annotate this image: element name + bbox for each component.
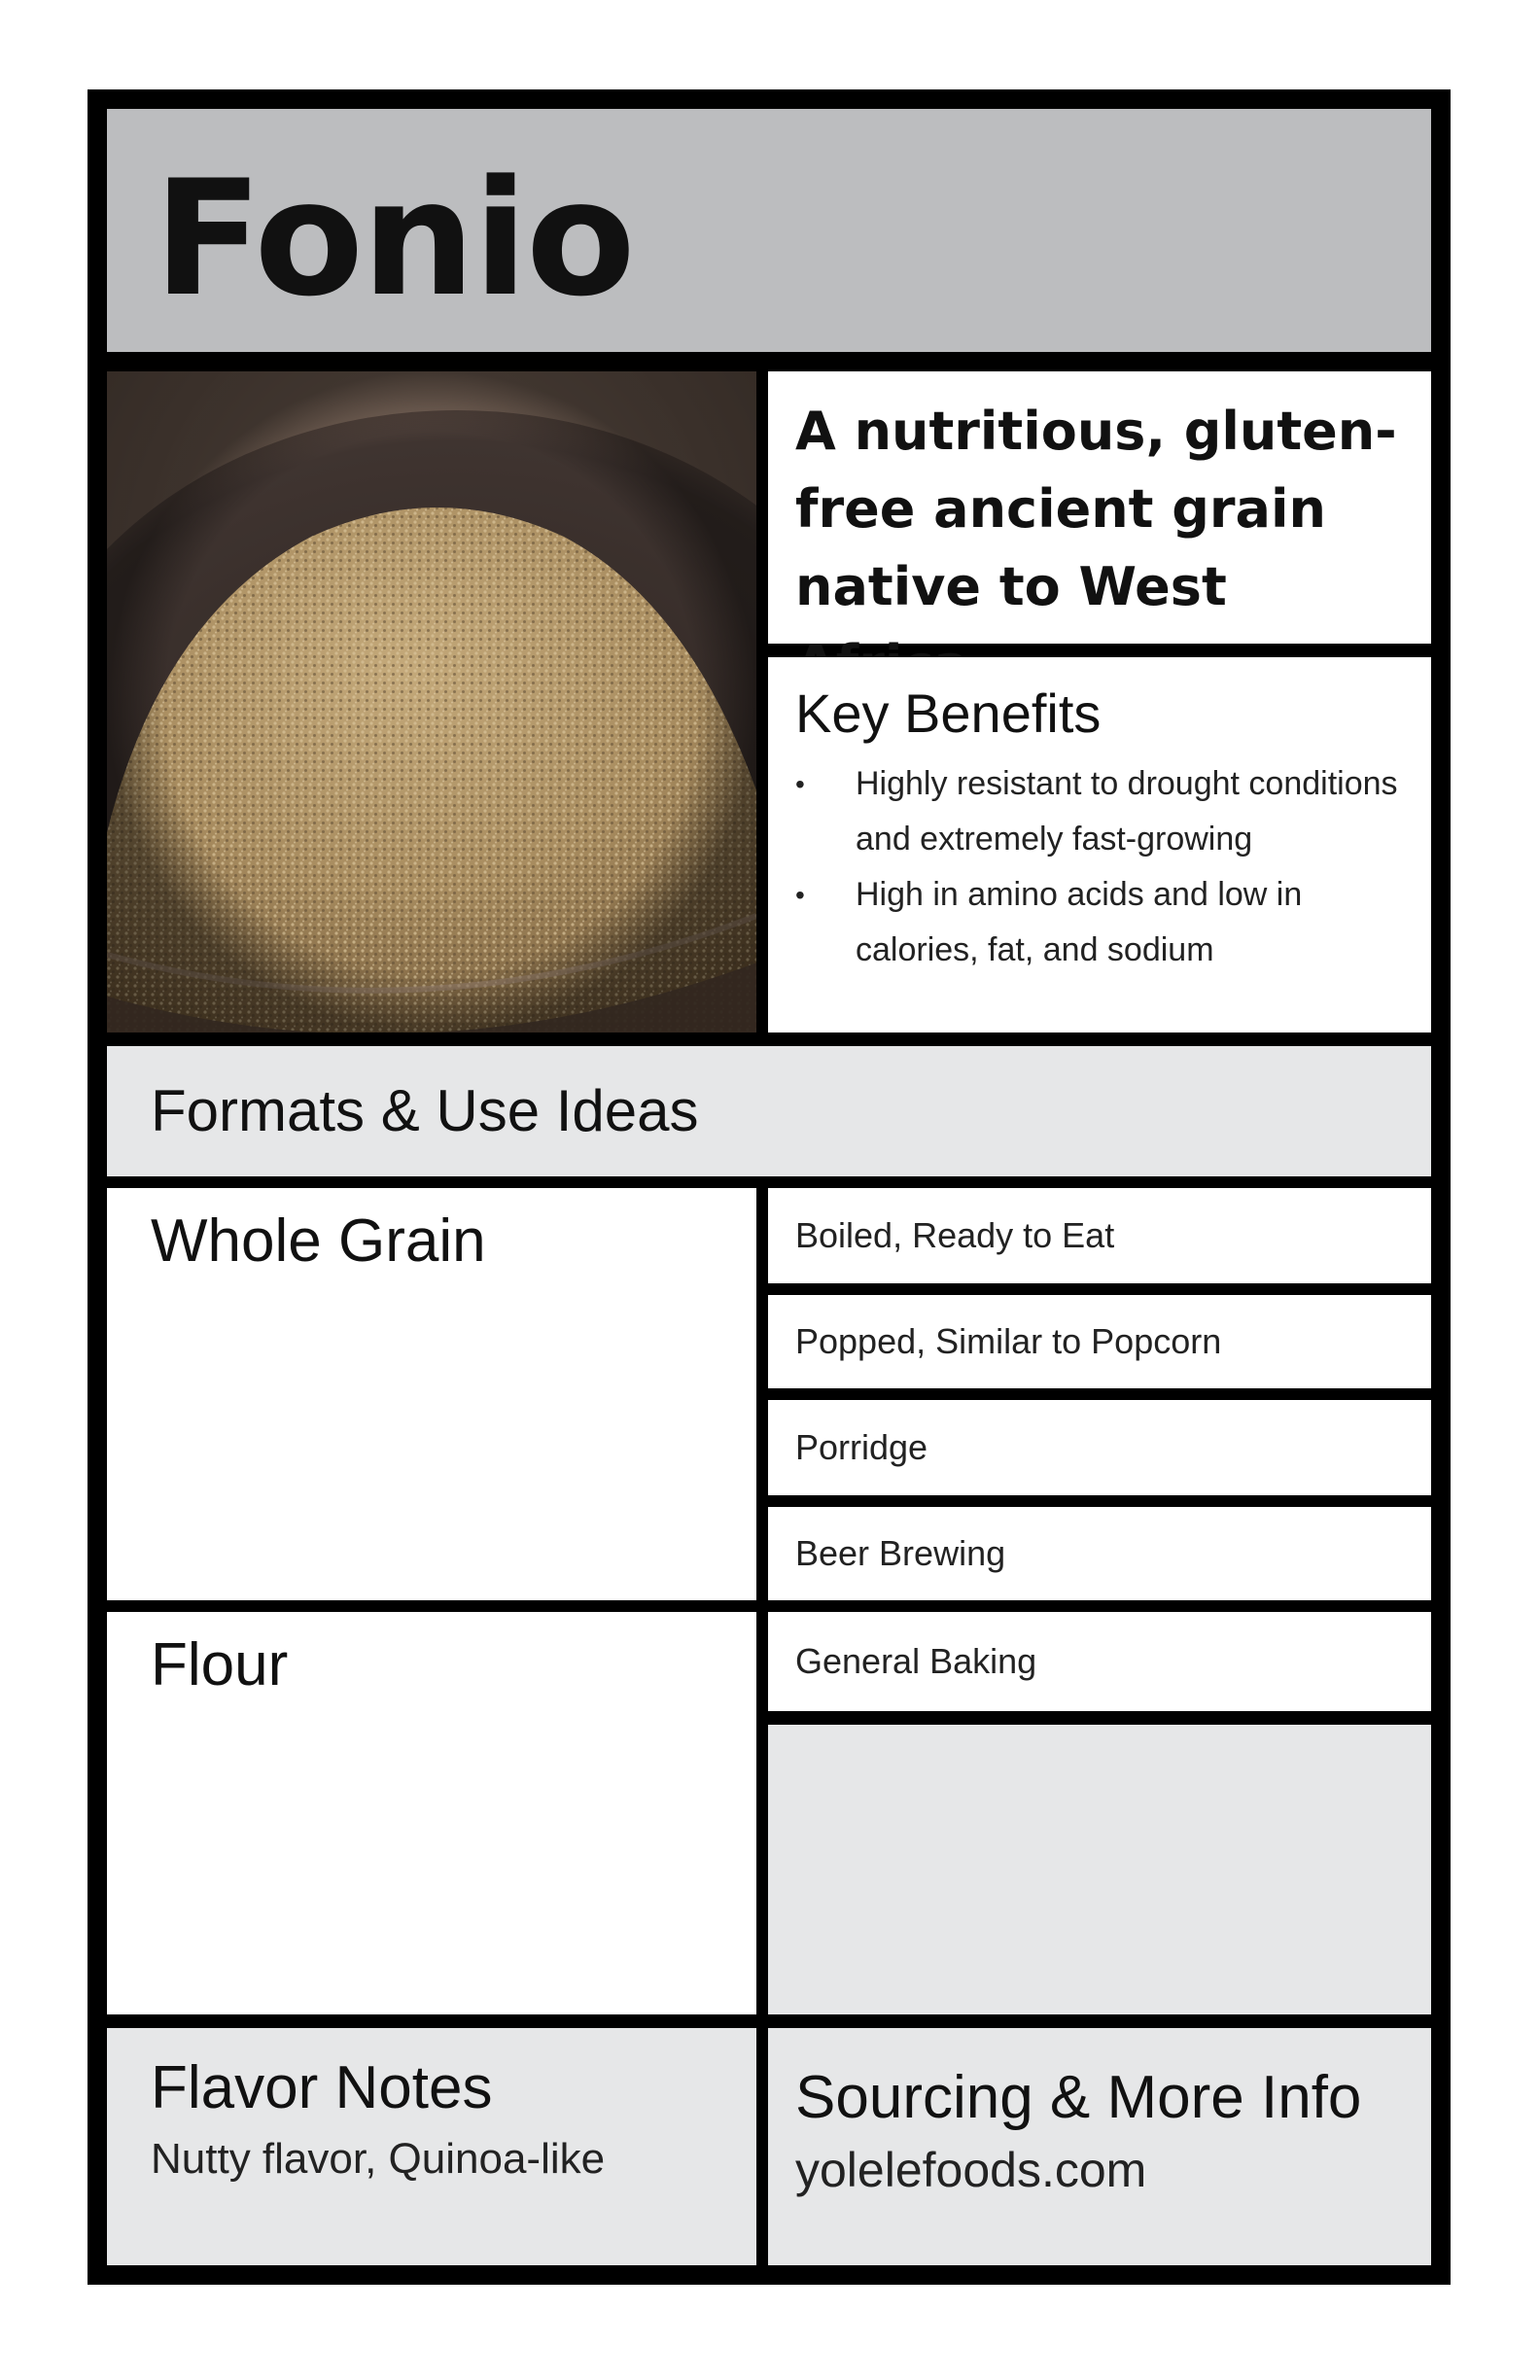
flour-label: Flour (151, 1631, 289, 1698)
whole-grain-group (107, 1188, 756, 1600)
description-panel (768, 371, 1431, 644)
use-item-boiled (768, 1188, 1431, 1283)
fonio-grain-bowl-icon (107, 371, 756, 1032)
use-item-label: Porridge (795, 1427, 928, 1467)
list-item: • High in amino acids and low in calories, fat, and sodium (795, 867, 1412, 978)
fonio-info-card (88, 89, 1451, 2285)
key-benefits-list (795, 756, 1412, 978)
flour-group (107, 1612, 756, 2014)
formats-heading: Formats & Use Ideas (151, 1078, 699, 1143)
use-item-label: Beer Brewing (795, 1533, 1006, 1573)
list-item: • Highly resistant to drought conditions and extremely fast-growing (795, 756, 1412, 867)
whole-grain-label: Whole Grain (151, 1208, 486, 1275)
empty-use-slot (768, 1725, 1431, 2014)
use-item-popped (768, 1295, 1431, 1388)
key-benefits-heading: Key Benefits (795, 682, 1102, 744)
description-text: A nutritious, gluten-free ancient grain native to West (795, 401, 1397, 617)
use-item-general-baking (768, 1612, 1431, 1711)
key-benefits-panel (768, 657, 1431, 1032)
flavor-notes-text: Nutty flavor, Quinoa-like (151, 2135, 606, 2183)
use-item-label: Boiled, Ready to Eat (795, 1215, 1115, 1255)
use-item-label: General Baking (795, 1641, 1037, 1681)
sourcing-panel (768, 2028, 1431, 2265)
formats-header (107, 1046, 1431, 1176)
sourcing-heading: Sourcing & More Info (795, 2064, 1362, 2131)
flavor-notes-panel (107, 2028, 756, 2265)
flavor-notes-heading: Flavor Notes (151, 2054, 493, 2121)
use-item-porridge (768, 1400, 1431, 1495)
use-item-label: Popped, Similar to Popcorn (795, 1321, 1222, 1361)
page-title: Fonio (154, 146, 634, 332)
title-banner (107, 109, 1431, 352)
sourcing-website: yolelefoods.com (795, 2143, 1147, 2197)
fonio-photo (107, 371, 756, 1032)
use-item-beer-brewing (768, 1507, 1431, 1600)
